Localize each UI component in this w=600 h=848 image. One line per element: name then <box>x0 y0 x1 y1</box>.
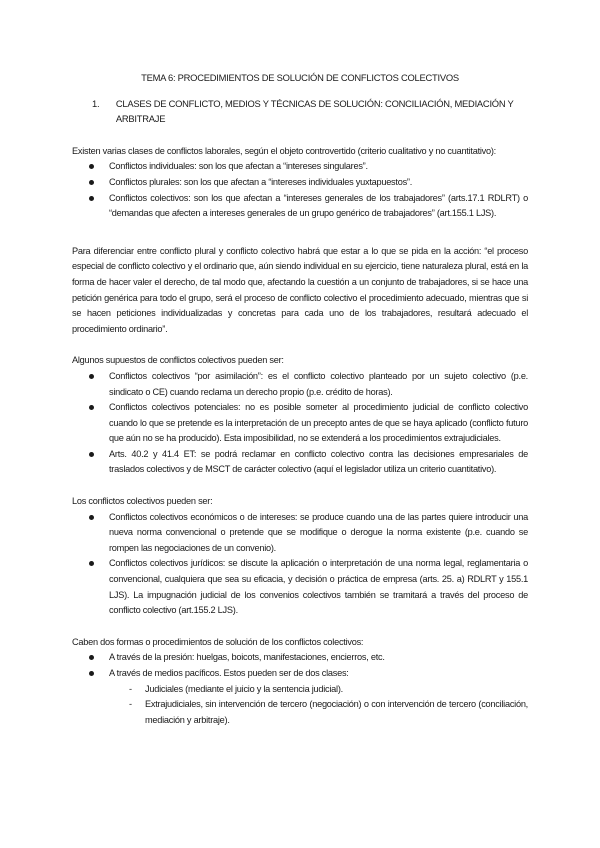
list-item-text: A través de medios pacíficos. Estos pueden ser de dos clases: <box>109 668 349 678</box>
list-item <box>72 400 528 447</box>
bullet-icon <box>89 164 94 169</box>
sublist-item-text: Judiciales (mediante el juicio y la sentencia judicial). <box>145 683 343 694</box>
bullet-icon <box>89 655 94 660</box>
section-heading <box>72 96 528 127</box>
bullet-icon <box>89 561 94 566</box>
list-item <box>72 510 528 557</box>
spacer <box>72 619 528 635</box>
spacer <box>72 222 528 244</box>
bullet-icon <box>89 180 94 185</box>
heading-text: CLASES DE CONFLICTO, MEDIOS Y TÉCNICAS DE SOLUCIÓN: CONCILIACIÓN, MEDIACIÓN Y ARBITRAJE <box>115 97 514 125</box>
list-item-text: Conflictos colectivos “por asimilación”: es el conflicto colectivo planteado por un sujeto colectivo (p.e. sindicato o CE) cuando reclama un derecho propio (p.e. crédito de horas). <box>109 370 528 397</box>
list-item-text: Conflictos colectivos jurídicos: se discute la aplicación o interpretación de una norma legal, reglamentaria o convencional, cualquiera que sea su eficacia, y decisión o práctica de empresa (arts. 25. a) RDLRT y 155.1 LJS). La impugnación judicial de los convenios colectivos también se tramitará a través del proceso de conflicto colectivo (art.155.2 LJS). <box>109 558 528 616</box>
list-item-text: Conflictos colectivos: son los que afectan a “intereses generales de los trabajadores” (arts.17.1 RDLRT) o “demandas que afecten a intereses generales de un grupo genérico de trabajadores” (art.155.1 LJS). <box>109 192 528 219</box>
section1-intro: Existen varias clases de conflictos laborales, según el objeto controvertido (criterio cualitativo y no cuantitativo): <box>72 145 496 156</box>
spacer <box>72 337 528 353</box>
list-item <box>72 369 528 400</box>
document-title: TEMA 6: PROCEDIMIENTOS DE SOLUCIÓN DE CONFLICTOS COLECTIVOS <box>141 72 459 83</box>
section1-list <box>72 159 528 221</box>
sublist-item <box>72 697 528 728</box>
list-item-text: Arts. 40.2 y 41.4 ET: se podrá reclamar en conflicto colectivo contra las decisiones empresariales de traslados colectivos y de MSCT de carácter colectivo (aquí el legislador utiliza un criterio cuantitativo). <box>109 448 528 475</box>
list-item-text: Conflictos plurales: son los que afectan a “intereses individuales yuxtapuestos”. <box>109 176 413 187</box>
bullet-icon <box>89 515 94 520</box>
bullet-icon <box>89 405 94 410</box>
list-item-text: Conflictos individuales: son los que afectan a “intereses singulares”. <box>109 161 368 172</box>
bullet-icon <box>89 374 94 379</box>
list-item <box>72 650 528 666</box>
section3-list <box>72 510 528 619</box>
body-paragraph: Para diferenciar entre conflicto plural y conflicto colectivo habrá que estar a lo que se pida en la acción: “el proceso especial de conflicto colectivo y el ordinario que, aún siendo individual en su ejercicio, tiene naturaleza plural, está en la forma de hacer valer el derecho, de tal modo que, afectando la cuestión a un conjunto de trabajadores, si se hace una petición genérica para todo el grupo, será el proceso de conflicto colectivo el procedimiento adecuado, mientras que si se hacen peticiones individualizadas y concretas para cada uno de los trabajadores, resultará adecuado el procedimiento ordinario”. <box>72 245 528 334</box>
section3-intro: Los conflictos colectivos pueden ser: <box>72 496 213 507</box>
list-item-text: Conflictos colectivos económicos o de intereses: se produce cuando una de las partes quiere introducir una nueva norma convencional o pretende que se modifique o derogue la norma existente (p.e. cuando se rompen las negociaciones de un convenio). <box>109 511 528 553</box>
list-item <box>72 175 528 191</box>
section2-list <box>72 369 528 478</box>
list-item <box>72 159 528 175</box>
sublist-item-text: Extrajudiciales, sin intervención de tercero (negociación) o con intervención de tercero (conciliación, mediación y arbitraje). <box>145 699 528 725</box>
section4-sublist <box>72 682 528 729</box>
list-item <box>72 556 528 618</box>
section4-list <box>72 650 528 681</box>
section2-intro: Algunos supuestos de conflictos colectivos pueden ser: <box>72 355 284 366</box>
section4-intro: Caben dos formas o procedimientos de solución de los conflictos colectivos: <box>72 636 364 647</box>
list-item <box>72 666 528 682</box>
list-item <box>72 447 528 478</box>
heading-number: 1. <box>92 97 100 109</box>
document-page <box>72 70 528 728</box>
dash-icon: - <box>129 699 132 710</box>
bullet-icon <box>89 196 94 201</box>
bullet-icon <box>89 671 94 676</box>
list-item-text: A través de la presión: huelgas, boicots, manifestaciones, encierros, etc. <box>109 652 385 663</box>
list-item <box>72 191 528 222</box>
list-item-text: Conflictos colectivos potenciales: no es posible someter al procedimiento judicial de conflicto colectivo cuando lo que se pretende es la interpretación de un precepto antes de que se haya aplicado (conflicto futuro que aún no se ha producido). Esta imposibilidad, no se extenderá a los procedimientos extrajudiciales. <box>109 402 528 444</box>
sublist-item <box>72 682 528 698</box>
spacer <box>72 478 528 494</box>
bullet-icon <box>89 452 94 457</box>
dash-icon: - <box>129 683 132 694</box>
